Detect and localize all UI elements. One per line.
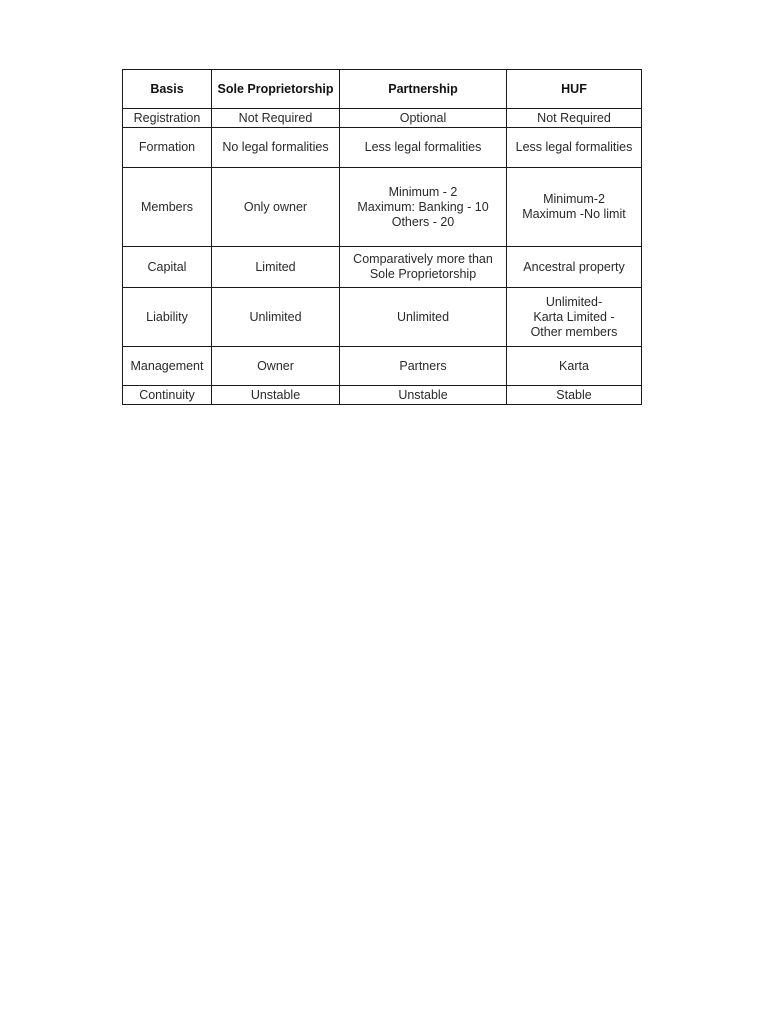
- table-cell: Unlimited- Karta Limited - Other members: [507, 288, 642, 347]
- table-row: [123, 386, 642, 405]
- table-cell: Comparatively more than Sole Proprietorship: [340, 247, 507, 288]
- table-cell: Karta: [507, 347, 642, 386]
- row-label-formation: Formation: [123, 128, 212, 168]
- table-cell: Not Required: [507, 109, 642, 128]
- row-label-capital: Capital: [123, 247, 212, 288]
- table-row: [123, 128, 642, 168]
- table-row: [123, 168, 642, 247]
- header-sole-proprietorship: Sole Proprietorship: [212, 70, 340, 109]
- table-cell: Less legal formalities: [340, 128, 507, 168]
- table-cell: Only owner: [212, 168, 340, 247]
- header-huf: HUF: [507, 70, 642, 109]
- table-cell: Stable: [507, 386, 642, 405]
- table-row: [123, 347, 642, 386]
- table-cell: Unstable: [340, 386, 507, 405]
- table-cell: Minimum - 2 Maximum: Banking - 10 Others - 20: [340, 168, 507, 247]
- table-cell: Unstable: [212, 386, 340, 405]
- row-label-management: Management: [123, 347, 212, 386]
- table-cell: Not Required: [212, 109, 340, 128]
- comparison-table: [122, 69, 642, 405]
- table-row: [123, 288, 642, 347]
- table-row: [123, 247, 642, 288]
- table-cell: Less legal formalities: [507, 128, 642, 168]
- table-cell: Ancestral property: [507, 247, 642, 288]
- table-cell: Owner: [212, 347, 340, 386]
- row-label-liability: Liability: [123, 288, 212, 347]
- table-cell: Optional: [340, 109, 507, 128]
- table-cell: Partners: [340, 347, 507, 386]
- row-label-continuity: Continuity: [123, 386, 212, 405]
- header-partnership: Partnership: [340, 70, 507, 109]
- table-cell: Unlimited: [212, 288, 340, 347]
- table-row: [123, 109, 642, 128]
- row-label-members: Members: [123, 168, 212, 247]
- table-cell: Minimum-2 Maximum -No limit: [507, 168, 642, 247]
- row-label-registration: Registration: [123, 109, 212, 128]
- table-cell: Limited: [212, 247, 340, 288]
- table-header-row: [123, 70, 642, 109]
- header-basis: Basis: [123, 70, 212, 109]
- table-cell: Unlimited: [340, 288, 507, 347]
- table-cell: No legal formalities: [212, 128, 340, 168]
